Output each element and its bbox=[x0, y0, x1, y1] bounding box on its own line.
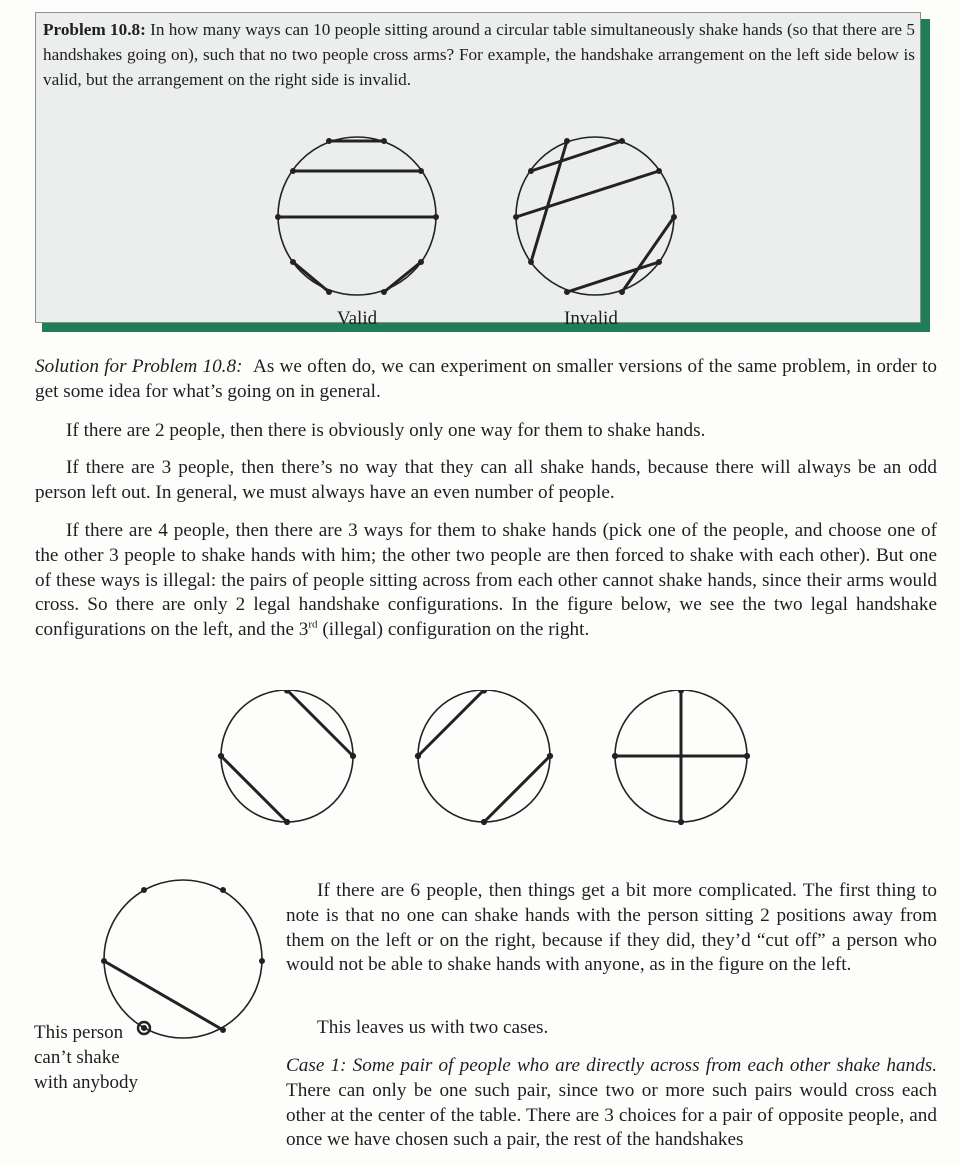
four-chord bbox=[484, 756, 550, 822]
four-people-text-end: (illegal) configuration on the right. bbox=[317, 619, 590, 641]
invalid-chord bbox=[622, 217, 674, 292]
person-dot bbox=[678, 819, 683, 824]
paragraph-case-one bbox=[286, 1054, 937, 1153]
person-dot bbox=[260, 959, 265, 964]
person-dot bbox=[678, 690, 683, 693]
four-circle-legal-2 bbox=[418, 690, 550, 822]
paragraph-four-people bbox=[35, 519, 937, 643]
problem-box bbox=[35, 12, 921, 329]
valid-figure bbox=[274, 133, 464, 303]
solution-label: Solution for Problem 10.8: bbox=[35, 356, 243, 377]
person-dot bbox=[382, 290, 387, 295]
person-dot bbox=[657, 260, 662, 265]
person-dot bbox=[529, 169, 534, 174]
person-dot bbox=[382, 139, 387, 144]
person-dot bbox=[612, 753, 617, 758]
paragraph-two-cases: This leaves us with two cases. bbox=[317, 1017, 549, 1038]
person-dot bbox=[419, 260, 424, 265]
invalid-label: Invalid bbox=[564, 308, 618, 329]
paragraph-two-people: If there are 2 people, then there is obviously only one way for them to shake hands. bbox=[66, 420, 706, 441]
problem-label: Problem 10.8: bbox=[43, 20, 146, 39]
four-person-figures bbox=[200, 690, 780, 850]
paragraph-six-people: If there are 6 people, then things get a bit more complicated. The first thing to note is that no one can shake hands with the person sitting 2 positions away from them on the left or on the right, because if they did, they’d “cut off” a person who would not be able to shake hands with anyone, as in the figure on the left. bbox=[286, 880, 937, 976]
person-dot bbox=[218, 753, 223, 758]
four-people-text: If there are 4 people, then there are 3 ways for them to shake hands (pick one of the people, and choose one of the other 3 people to shake hands with him; the other two people are then forced to shake with each other). But one of these ways is illegal: the pairs of people sitting across from each other cannot shake hands, since their arms would cross. So there are only 2 legal handshake configurations. In the figure below, we see the two legal handshake configurations on the left, and the 3 bbox=[35, 520, 937, 641]
four-chord bbox=[287, 690, 353, 756]
solution-intro-text: As we often do, we can experiment on smaller versions of the same problem, in order to get some idea for what’s going on in general. bbox=[35, 356, 937, 402]
person-dot bbox=[291, 260, 296, 265]
person-dot bbox=[481, 819, 486, 824]
case-one-text: There can only be one such pair, since two or more such pairs would cross each other at the center of the table. There are 3 choices for a pair of opposite people, and once we have chosen such a pair, the rest of the handshakes bbox=[286, 1079, 937, 1151]
person-dot bbox=[565, 139, 570, 144]
person-dot bbox=[415, 753, 420, 758]
ordinal-superscript: rd bbox=[308, 618, 318, 631]
valid-label: Valid bbox=[337, 308, 378, 329]
person-dot bbox=[350, 753, 355, 758]
valid-chord bbox=[384, 262, 421, 292]
invalid-figure bbox=[512, 133, 702, 303]
problem-statement bbox=[43, 17, 915, 92]
person-dot bbox=[102, 959, 107, 964]
person-dot bbox=[419, 169, 424, 174]
invalid-chord bbox=[516, 171, 659, 217]
person-dot bbox=[434, 215, 439, 220]
person-dot bbox=[142, 1026, 147, 1031]
solution-intro bbox=[35, 355, 937, 405]
case-one-label: Case 1: Some pair of people who are directly across from each other shake hands. bbox=[286, 1055, 937, 1076]
paragraph-three-people: If there are 3 people, then there’s no way that they can all shake hands, because there will always be an odd person left out. In general, we must always have an even number of people. bbox=[35, 457, 937, 503]
person-dot bbox=[284, 690, 289, 693]
person-dot bbox=[565, 290, 570, 295]
person-dot bbox=[514, 215, 519, 220]
four-chord bbox=[221, 756, 287, 822]
person-dot bbox=[672, 215, 677, 220]
person-dot bbox=[744, 753, 749, 758]
person-dot bbox=[276, 215, 281, 220]
invalid-circle bbox=[516, 137, 674, 295]
person-dot bbox=[547, 753, 552, 758]
person-dot bbox=[142, 888, 147, 893]
person-dot bbox=[620, 290, 625, 295]
valid-chord bbox=[293, 262, 329, 292]
person-dot bbox=[481, 690, 486, 693]
person-dot bbox=[657, 169, 662, 174]
six-circle bbox=[104, 880, 262, 1038]
cutoff-caption bbox=[34, 1020, 138, 1095]
problem-text: In how many ways can 10 people sitting around a circular table simultaneously shake hands (so that there are 5 handshakes going on), such that no two people cross arms? For example, the handshake arrangement on the left side below is valid, but the arrangement on the right side is invalid. bbox=[43, 20, 915, 89]
person-dot bbox=[529, 260, 534, 265]
cutoff-caption-line: This person bbox=[34, 1022, 124, 1043]
person-dot bbox=[291, 169, 296, 174]
person-dot bbox=[327, 290, 332, 295]
person-dot bbox=[620, 139, 625, 144]
cutoff-caption-line: can’t shake bbox=[34, 1047, 120, 1068]
person-dot bbox=[221, 1028, 226, 1033]
person-dot bbox=[327, 139, 332, 144]
person-dot bbox=[284, 819, 289, 824]
cutoff-caption-line: with anybody bbox=[34, 1072, 138, 1093]
person-dot bbox=[221, 888, 226, 893]
four-chord bbox=[418, 690, 484, 756]
four-circle-legal-1 bbox=[221, 690, 353, 822]
